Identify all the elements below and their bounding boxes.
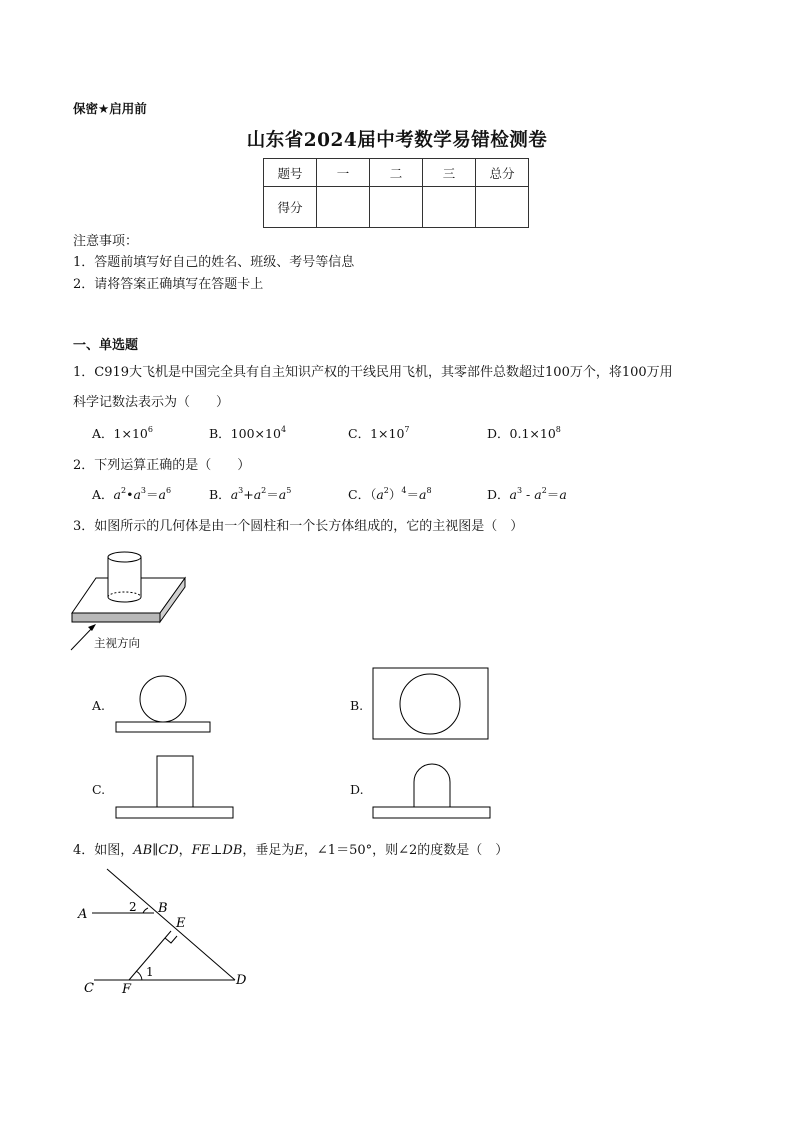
score-table-header-cell: 题号	[264, 159, 317, 187]
point-a-label: A	[78, 907, 88, 922]
score-table-header-cell: 一	[317, 159, 370, 187]
score-table	[263, 158, 529, 228]
view-direction-label: 主视方向	[94, 636, 140, 650]
q1-option-c[interactable]	[348, 424, 410, 442]
question-1-stem: 1．C919大飞机是中国完全具有自主知识产权的干线民用飞机，其零部件总数超过100万个，将100万用	[73, 365, 673, 380]
option-text: C．1×10	[348, 426, 405, 441]
angle-2-arc	[143, 908, 148, 913]
q3-option-d-figure[interactable]	[372, 754, 494, 820]
right-angle-mark	[165, 936, 177, 943]
q3-option-a-label[interactable]: A.	[92, 698, 106, 713]
q3-option-d-label[interactable]: D.	[350, 782, 364, 797]
option-letter: C．（	[348, 487, 377, 502]
section-title: 一、单选题	[73, 338, 139, 353]
option-letter: A．	[92, 487, 114, 502]
option-text: B．100×10	[209, 426, 281, 441]
q3-option-b-label[interactable]: B.	[350, 698, 364, 713]
question-1-stem-cont: 科学记数法表示为（ ）	[73, 395, 230, 410]
score-cell[interactable]	[476, 187, 529, 228]
score-table-header-cell: 二	[370, 159, 423, 187]
note-item: 1．答题前填写好自己的姓名、班级、考号等信息	[73, 255, 355, 270]
question-2-stem: 2．下列运算正确的是（ ）	[73, 458, 251, 473]
q1-option-a[interactable]	[92, 424, 153, 442]
point-d-label: D	[236, 973, 247, 988]
cylinder-top	[108, 552, 141, 562]
page-title: 山东省2024届中考数学易错检测卷	[246, 130, 548, 151]
view-arrow-head	[88, 624, 96, 631]
q3-option-a-figure[interactable]	[115, 675, 215, 737]
option-letter: B．	[209, 487, 231, 502]
q4-geometry-figure	[72, 865, 262, 1000]
q2-option-b[interactable]: B．$a^3+a^2=a^5$	[209, 486, 292, 502]
point-e-label: E	[176, 916, 186, 931]
score-cell[interactable]	[423, 187, 476, 228]
notes-heading: 注意事项：	[73, 234, 139, 249]
q3-option-c-figure[interactable]	[115, 754, 237, 820]
confidential-label: 保密★启用前	[73, 101, 147, 116]
exponent: 8	[555, 425, 561, 434]
point-f-label: F	[122, 982, 132, 997]
q2-option-a[interactable]: A．$a^2•a^3=a^6$	[92, 486, 172, 502]
angle-2-label: 2	[129, 900, 137, 914]
point-b-label: B	[158, 901, 168, 916]
question-3-stem: 3．如图所示的几何体是由一个圆柱和一个长方体组成的，它的主视图是（ ）	[73, 519, 524, 534]
q2-option-c[interactable]: C．$(a^2)^4=a^8$	[348, 486, 432, 502]
line-db	[107, 869, 235, 980]
exponent: 4	[280, 425, 287, 434]
q3-option-c-label[interactable]: C.	[92, 782, 106, 797]
q2-option-d[interactable]: D．$a^3 - a^2=a$	[487, 486, 567, 502]
score-cell[interactable]	[370, 187, 423, 228]
q1-option-b[interactable]	[209, 424, 286, 442]
q3-option-b-figure[interactable]	[372, 667, 492, 743]
angle-1-arc	[136, 971, 142, 980]
score-row-label: 得分	[264, 187, 317, 228]
option-text: D．0.1×10	[487, 426, 556, 441]
score-table-header-cell: 总分	[476, 159, 529, 187]
option-letter: D．	[487, 487, 510, 502]
score-cell[interactable]	[317, 187, 370, 228]
option-text: A．1×10	[92, 426, 148, 441]
score-table-header-cell: 三	[423, 159, 476, 187]
question-4-stem: 4．如图，AB∥CD，FE⊥DB，垂足为E，∠1＝50°，则∠2的度数是（ ）	[73, 843, 509, 858]
slab-front-face	[72, 613, 160, 622]
exponent: 7	[404, 425, 410, 434]
note-item: 2．请将答案正确填写在答题卡上	[73, 277, 264, 292]
point-c-label: C	[84, 981, 94, 996]
q1-option-d[interactable]	[487, 424, 561, 442]
exponent: 6	[147, 425, 153, 434]
view-arrow	[71, 626, 94, 650]
angle-1-label: 1	[146, 965, 154, 979]
